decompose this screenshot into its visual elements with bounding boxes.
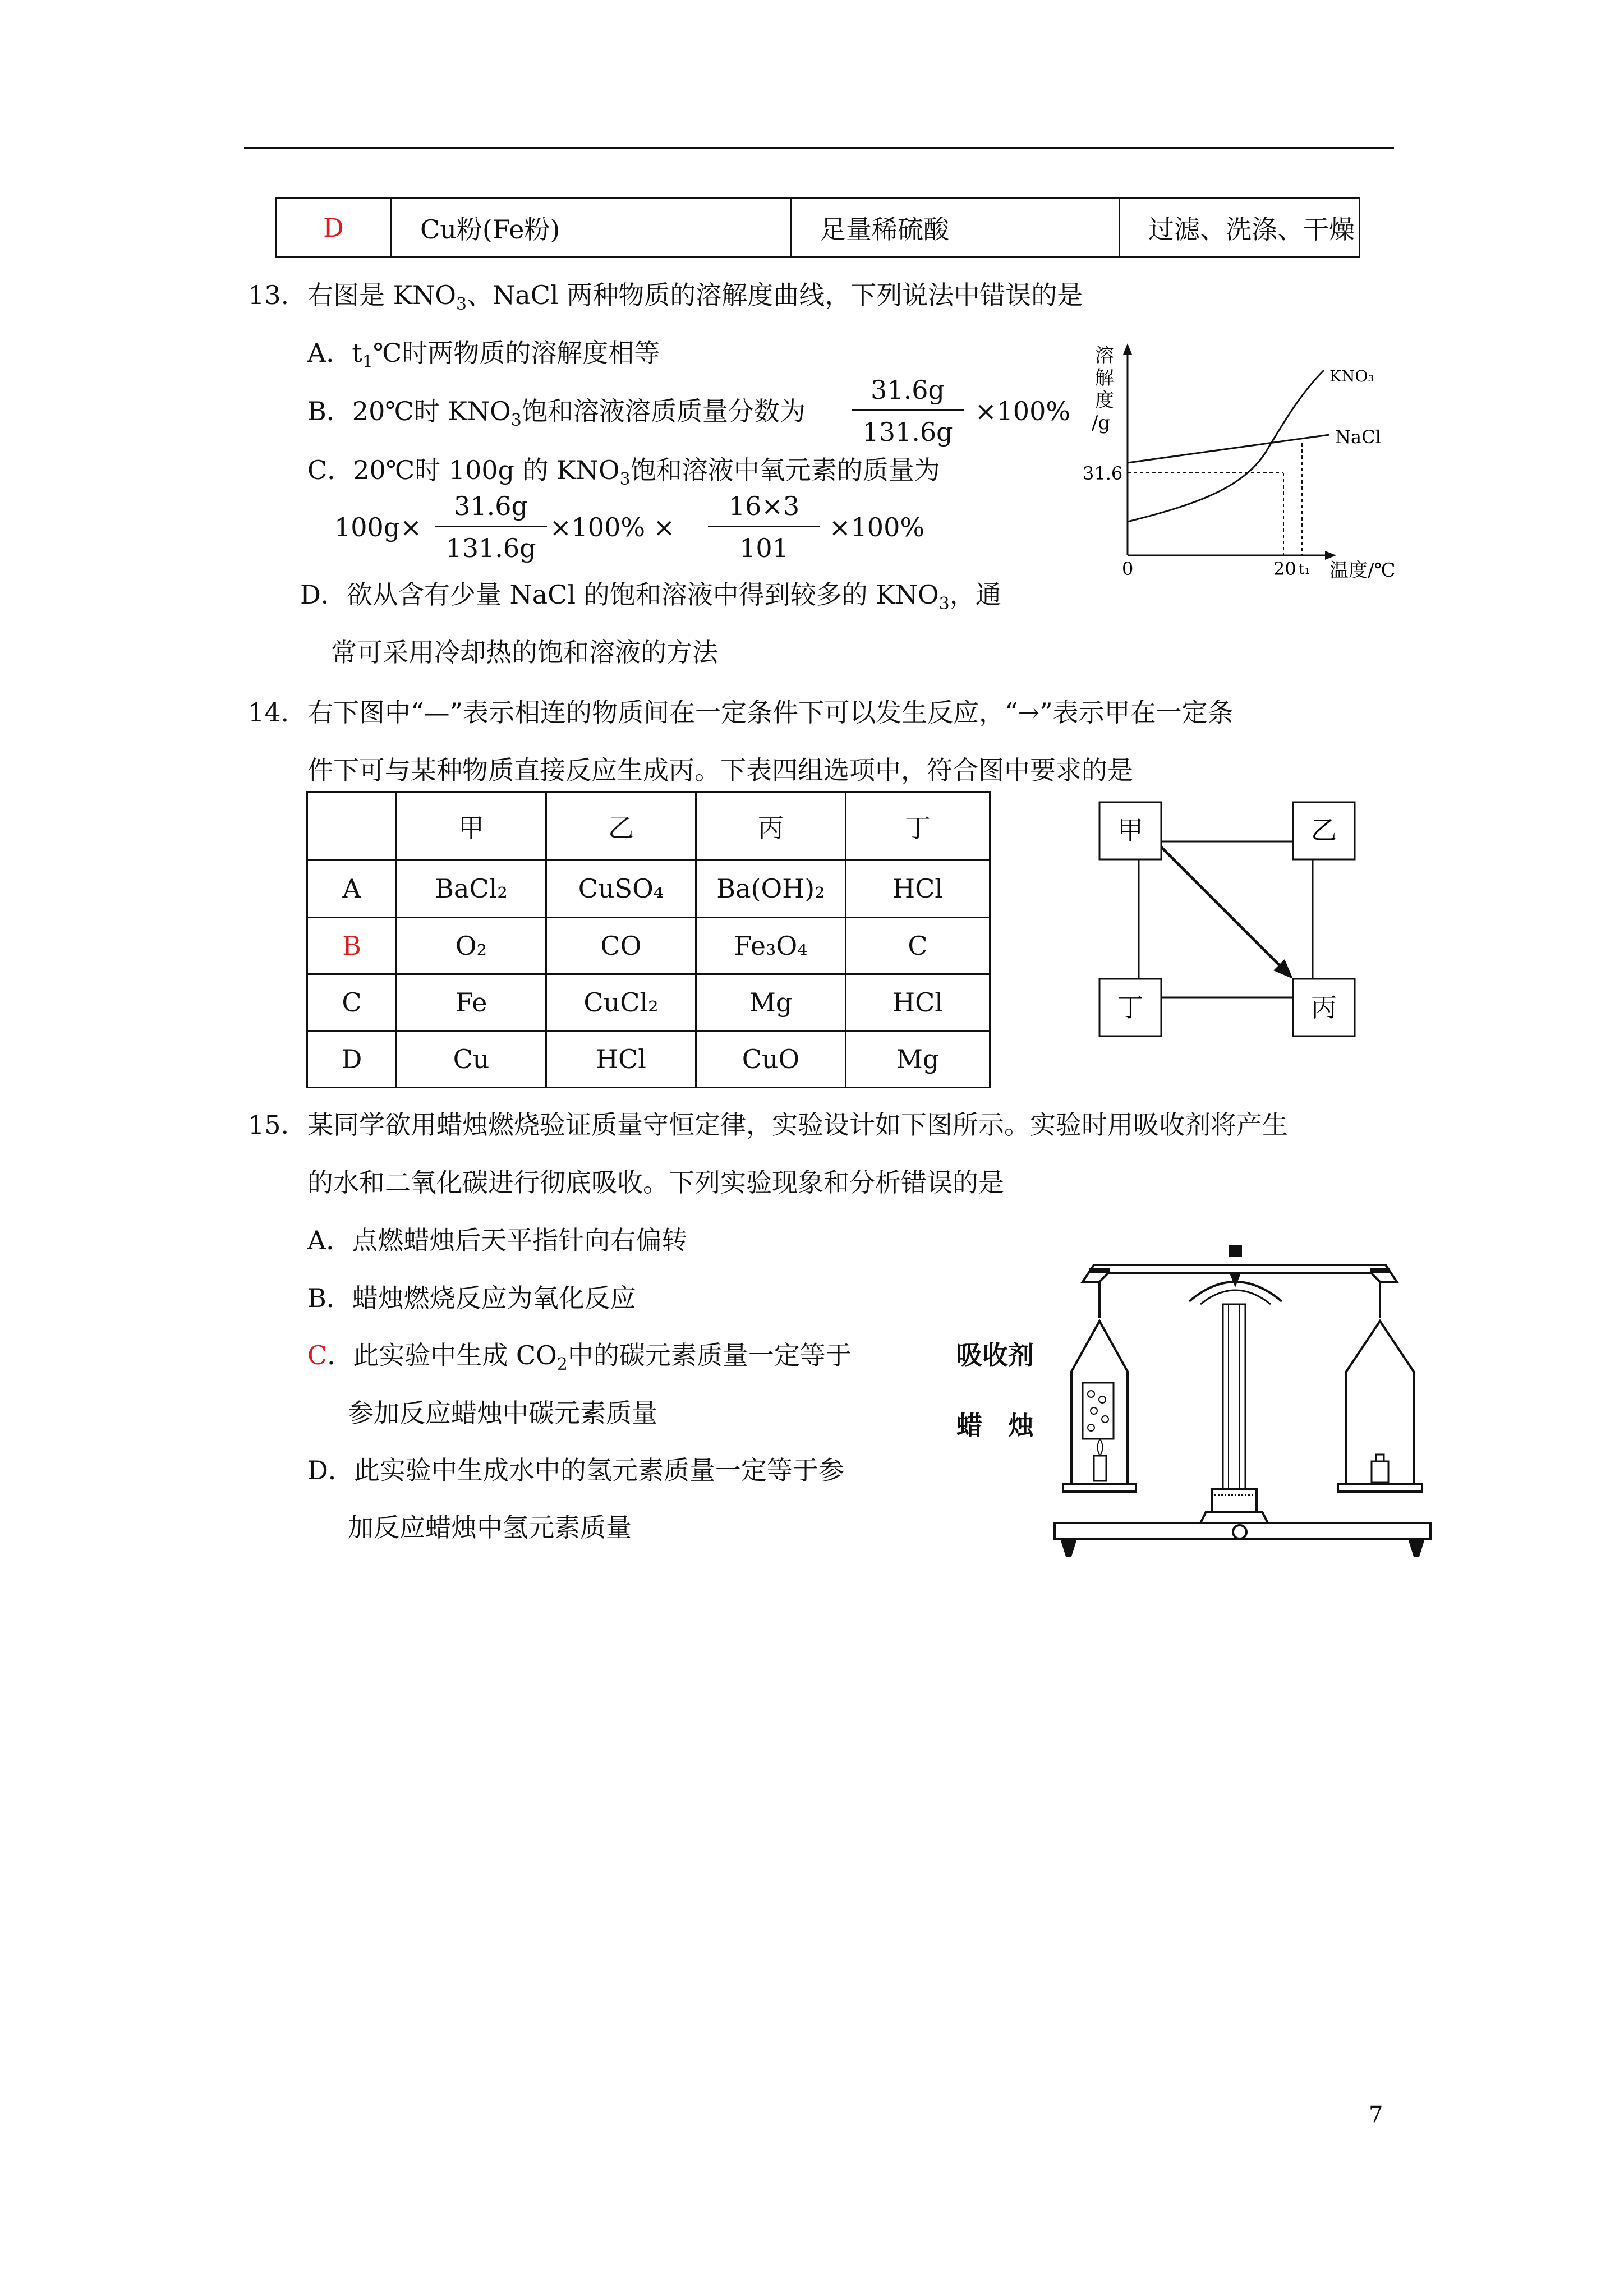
q14-cell: Mg: [696, 974, 846, 1030]
q13-option-d: D．欲从含有少量 NaCl 的饱和溶液中得到较多的 $KNO_3$，通: [300, 579, 1001, 614]
left-pan: [1063, 1484, 1136, 1492]
q14-cell: BaCl₂: [397, 861, 546, 917]
q14-line2: 件下可与某种物质直接反应生成丙。下表四组选项中，符合图中要求的是: [307, 755, 1133, 785]
q15-answer-letter: C: [307, 1340, 328, 1370]
q14-header-jia: 甲: [397, 792, 546, 861]
q13-option-a: A．$t_1℃$时两物质的溶解度相等: [307, 338, 660, 372]
q14-number: 14.: [248, 697, 289, 728]
top-table-method: 过滤、洗涤、干燥: [1120, 199, 1360, 257]
q14-table: [306, 791, 991, 1088]
balance-scale-block: [1212, 1489, 1257, 1512]
q14-line1: 右下图中“—”表示相连的物质间在一定条件下可以发生反应，“→”表示甲在一定条: [307, 697, 1234, 728]
q14-header-ding: 丁: [846, 792, 990, 861]
balance-knob: [1233, 1525, 1246, 1539]
q13-stem: 右图是 $KNO_3$、NaCl 两种物质的溶解度曲线，下列说法中错误的是: [307, 280, 1083, 314]
label-candle: 蜡 烛: [956, 1410, 1034, 1441]
q14-cell: HCl: [846, 861, 990, 917]
q13-c-expr-end: ×100%: [829, 512, 925, 542]
balance-pedestal: [1200, 1512, 1268, 1523]
table-row: [307, 974, 990, 1030]
q14-cell: Ba(OH)₂: [696, 861, 846, 917]
weight-icon: [1372, 1461, 1388, 1483]
q13-option-d-line2: 常可采用冷却热的饱和溶液的方法: [331, 637, 718, 668]
label-yi: 乙: [1311, 815, 1337, 845]
balance-foot-right: [1408, 1539, 1425, 1557]
nacl-label: NaCl: [1335, 426, 1381, 448]
q14-cell: CuCl₂: [546, 974, 696, 1030]
q13-c-denominator2: 101: [708, 526, 820, 563]
q15-line1: 某同学欲用蜡烛燃烧验证质量守恒定律，实验设计如下图所示。实验时用吸收剂将产生: [307, 1110, 1288, 1140]
q15-option-d-line2: 加反应蜡烛中氢元素质量: [348, 1512, 632, 1543]
page-number: 7: [1369, 2102, 1383, 2128]
graph-ylabel-2: 解: [1095, 367, 1114, 389]
header-rule: [244, 147, 1394, 149]
q14-cell: HCl: [546, 1030, 696, 1087]
q13-c-denominator1: 131.6g: [435, 526, 547, 563]
q13-b-numerator: 31.6g: [871, 375, 945, 405]
q13-c-numerator1: 31.6g: [454, 491, 528, 521]
q13-option-b: B．20℃时 $KNO_3$饱和溶液溶质质量分数为: [307, 396, 806, 430]
q15-number: 15.: [248, 1110, 289, 1140]
q14-cell: C: [846, 917, 990, 974]
q15-option-c: C．此实验中生成 $CO_2$中的碳元素质量一定等于: [307, 1340, 852, 1374]
q14-cell: B: [307, 917, 397, 974]
q13-number: 13.: [248, 280, 289, 310]
q15-line2: 的水和二氧化碳进行彻底吸收。下列实验现象和分析错误的是: [307, 1167, 1004, 1198]
q14-cell: A: [307, 861, 397, 917]
label-absorbent: 吸收剂: [956, 1340, 1034, 1370]
graph-y-tick: 31.6: [1083, 463, 1123, 484]
q14-cell: C: [307, 974, 397, 1030]
q13-option-c: C．20℃时 100g 的 $KNO_3$饱和溶液中氧元素的质量为: [307, 455, 940, 489]
nacl-line: [1128, 435, 1329, 463]
graph-ylabel-4: /g: [1092, 412, 1111, 434]
q14-cell: Fe: [397, 974, 546, 1030]
graph-ylabel-1: 溶: [1095, 344, 1114, 367]
absorbent-block: [1083, 1383, 1114, 1439]
q13-b-fraction: [852, 375, 964, 447]
q15-option-b: B．蜡烛燃烧反应为氧化反应: [307, 1283, 636, 1313]
right-pan: [1338, 1484, 1422, 1492]
kno3-curve: [1128, 370, 1324, 522]
q15-option-a: A．点燃蜡烛后天平指针向右偏转: [307, 1225, 688, 1255]
q13-c-numerator2: 16×3: [728, 491, 800, 521]
q14-cell: HCl: [846, 974, 990, 1030]
label-ding: 丁: [1117, 992, 1143, 1023]
q14-cell: Cu: [397, 1030, 546, 1087]
label-jia: 甲: [1117, 815, 1143, 845]
top-table-option: D: [276, 199, 392, 257]
balance-top-screw: [1229, 1245, 1242, 1257]
q13-c-fraction2: [708, 491, 820, 563]
q14-cell: CuO: [696, 1030, 846, 1087]
top-table: [275, 197, 1360, 258]
q14-header-bing: 丙: [696, 792, 846, 861]
candle: [1094, 1456, 1106, 1481]
q14-header-0: [307, 792, 397, 861]
balance-foot-left: [1060, 1539, 1077, 1557]
graph-x-arrow: [1325, 551, 1336, 560]
label-bing: 丙: [1311, 992, 1337, 1023]
q13-c-fraction1: [435, 491, 547, 563]
graph-xlabel: 温度/℃: [1329, 559, 1396, 582]
balance-column: [1223, 1304, 1245, 1506]
q13-b-denominator: 131.6g: [852, 409, 964, 447]
top-table-substance: Cu粉(Fe粉): [392, 199, 792, 257]
graph-y-arrow: [1123, 343, 1132, 355]
q14-cell: O₂: [397, 917, 546, 974]
balance-pointer-icon: [1230, 1273, 1241, 1287]
graph-x-tick-t1: t₁: [1299, 561, 1310, 578]
q14-cell: CuSO₄: [546, 861, 696, 917]
table-row: [307, 1030, 990, 1087]
q13-b-times: ×100%: [975, 396, 1071, 426]
q14-cell: CO: [546, 917, 696, 974]
arrow-jia-bing: [1161, 847, 1285, 970]
q13-c-expr-mid: ×100% ×: [550, 512, 675, 542]
q15-option-d: D．此实验中生成水中的氢元素质量一定等于参: [307, 1455, 844, 1485]
q15-option-c-line2: 参加反应蜡烛中碳元素质量: [348, 1398, 657, 1428]
q14-header-yi: 乙: [546, 792, 696, 861]
q14-cell: Mg: [846, 1030, 990, 1087]
table-row: [307, 917, 990, 974]
q14-cell: D: [307, 1030, 397, 1087]
graph-origin: 0: [1122, 558, 1134, 579]
table-row: [307, 861, 990, 917]
balance-apparatus: [1043, 1231, 1436, 1568]
q13-c-expr-start: 100g×: [334, 512, 422, 542]
solubility-graph: [1083, 337, 1430, 583]
q14-reaction-diagram: [1094, 797, 1369, 1043]
graph-x-tick-20: 20: [1273, 558, 1296, 579]
candle-flame-icon: [1098, 1439, 1103, 1456]
top-table-reagent: 足量稀硫酸: [792, 199, 1120, 257]
graph-ylabel-3: 度: [1095, 389, 1114, 412]
q14-cell: Fe₃O₄: [696, 917, 846, 974]
kno3-label: KNO₃: [1329, 367, 1374, 385]
